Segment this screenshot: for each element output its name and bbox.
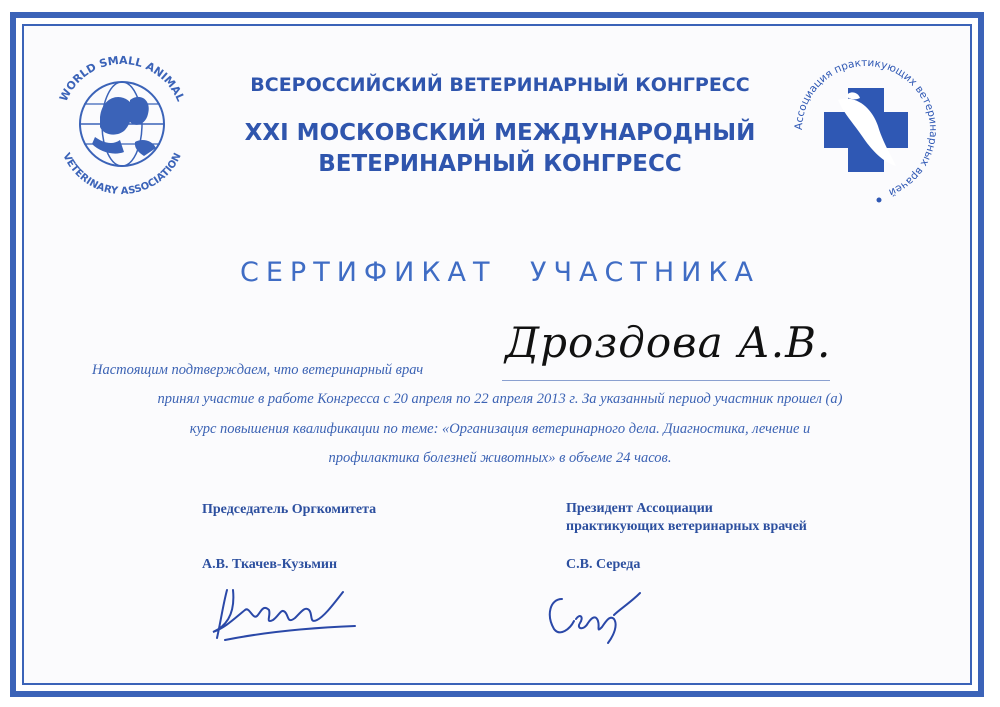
body-line-4: профилактика болезней животных» в объеме 24 часов. [328, 450, 672, 466]
congress-subtitle [180, 118, 820, 180]
left-signatory-name: А.В. Ткачев-Кузьмин [202, 557, 338, 572]
logo-right-ring-text: Ассоциация практикующих ветеринарных врачей [792, 56, 940, 199]
congress-subtitle-line2: ВЕТЕРИНАРНЫЙ КОНГРЕСС [318, 151, 682, 177]
congress-subtitle-line1: XXI МОСКОВСКИЙ МЕЖДУНАРОДНЫЙ [244, 120, 756, 146]
certificate-title: СЕРТИФИКАТ УЧАСТНИКА [240, 257, 760, 288]
svg-text:VETERINARY ASSOCIATION [60, 151, 183, 197]
body-line-1: Настоящим подтверждаем, что ветеринарный врач [92, 362, 424, 378]
participant-name: Дроздова А.В. [505, 318, 832, 367]
left-signature [205, 580, 365, 650]
svg-text:WORLD SMALL ANIMAL [57, 54, 187, 104]
logo-left-top-text: WORLD SMALL ANIMAL [56, 53, 188, 104]
congress-title: ВСЕРОССИЙСКИЙ ВЕТЕРИНАРНЫЙ КОНГРЕСС [250, 74, 750, 96]
name-underline [502, 380, 830, 381]
right-signature [540, 585, 650, 645]
right-signatory-name: С.В. Середа [566, 557, 641, 572]
body-line-2: принял участие в работе Конгресса с 20 апреля по 22 апреля 2013 г. За указанный период участник прошел (а) [157, 391, 843, 407]
left-signatory-role: Председатель Оргкомитета [202, 502, 377, 517]
body-line-3: курс повышения квалификации по теме: «Организация ветеринарного дела. Диагностика, лечение и [189, 421, 811, 437]
logo-left-bottom-text: VETERINARY ASSOCIATION [60, 151, 184, 198]
right-signatory-role-line1: Президент Ассоциации [566, 501, 713, 516]
right-signatory-role-line2: практикующих ветеринарных врачей [566, 519, 807, 534]
